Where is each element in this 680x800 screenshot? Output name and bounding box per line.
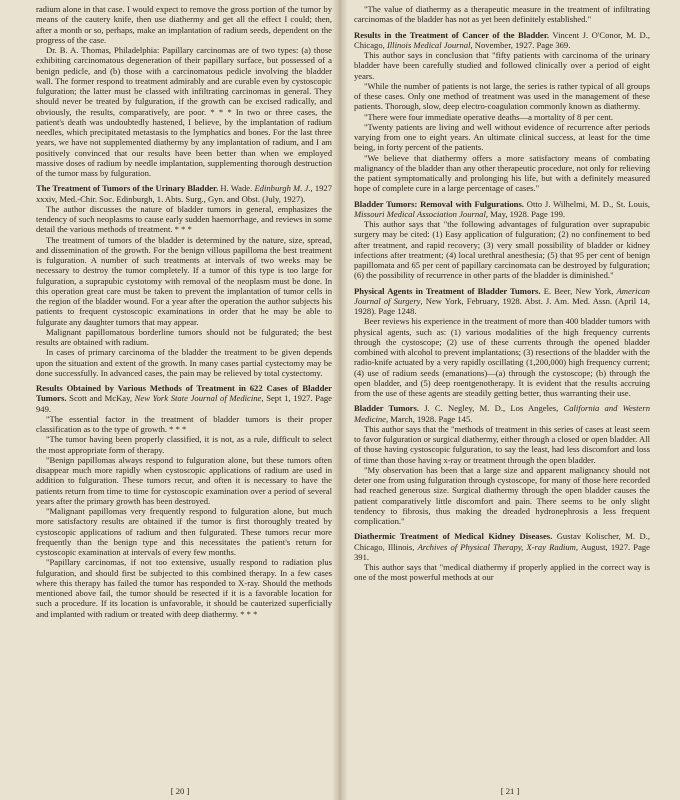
article-authors: H. Wade. (218, 183, 255, 194)
body-paragraph: "Papillary carcinomas, if not too extensive, usually respond to radiation plus fulguration, and should first be subjected to this combined therapy. In a few cases where this therapy has failed the tumor has responded to X-ray. Should the methods mentioned above fail, the tumor should be resected if it is a favorable location for such a procedure. If its location is unfavorable, it should be cauterized superficially and implanted with radium or treated with deep diathermy. * * * (36, 557, 332, 619)
body-paragraph: "We believe that diathermy offers a more satisfactory means of combating malignancy of the bladder than any other therapeutic procedure, not only for relieving the patient symptomatically and prolonging his life, but with a definitely measured hope of complete cure in a large percentage of cases." (354, 152, 650, 194)
body-paragraph: "Benign papillomas always respond to fulguration alone, but these tumors often disappear much more rapidly when cystoscopic applications of radium are used in addition to fulguration. These tumors recur, and often it is necessary to have the patients return from time to time for cystoscopic examination over a period of several years after the primary growth has been destroyed. (36, 454, 332, 506)
body-paragraph: "Twenty patients are living and well without evidence of recurrence after periods varying from one to eight years. An ultimate clinical success, at least for the time being, in forty percent of the patients. (354, 121, 650, 153)
article-title: Results in the Treatment of Cancer of the Bladder. (354, 29, 550, 40)
body-paragraph: "Malignant papillomas very frequently respond to fulguration alone, but much more satisfactory results are obtained if the tumor is first thoroughly treated by cystoscopic applications of radium and then fulgurated. These tumors recur more frequently than the benign type and this necessitates the patient's return for cystoscopic examination at intervals of every few months. (36, 506, 332, 557)
right-page-number: [ 21 ] (500, 786, 520, 796)
body-paragraph: "The essential factor in the treatment of bladder tumors is their proper classification as to the type of growth. * * * (36, 413, 332, 434)
journal-name: Illinois Medical Journal (386, 39, 471, 50)
book-gutter (332, 0, 348, 800)
article-authors: Vincent J. O'Conor, M. D., Chicago, (354, 29, 650, 50)
body-paragraph: Beer reviews his experience in the treatment of more than 400 bladder tumors with physical agents, such as: (1) various modalities of the high frequency currents through the cystoscope; (2) use of these currents through the opened bladder combined with alcohol to prevent implantations; (3) resections of the bladder with the radio-knife actuated by a very rapidly oscillating (1,200,000) high frequency current; (4) use of radium seeds (emanations)—(a) through the cystoscope; (b) through the open bladder, and (5) deep roentgenotherapy. It is evident that the results accruing from the use of these agents are steadily getting better, thus warranting their use. (354, 316, 650, 398)
journal-name: Archives of Physical Therapy, X-ray Radium (417, 541, 576, 552)
body-paragraph: "While the number of patients is not large, the series is rather typical of all groups of these cases. Only one method of treatment was used in the management of these patients. Thorough, slow, deep electro-coagulation commonly known as diathermy. (354, 80, 650, 112)
body-paragraph: "My observation has been that a large size and apparent malignancy should not deter one from using fulguration through cystoscope, for many of those here recorded had reached generous size. Surgical diathermy through the open bladder causes the patient comparatively little discomfort and pain. There seems to be only slight tendency to fibrosis, thus making the dreaded hydronephrosis a less frequent complication." (354, 464, 650, 526)
journal-name: California and Western Medicine (354, 403, 650, 424)
body-paragraph: This author says that "the following advantages of fulguration over suprapubic surgery may be cited: (1) Easy application of fulguration; (2) no confinement to bed after treatment, and rapid recovery; (3) very small possibility of bladder or kidney infections after treatment; (4) local urethral anesthesia; (5) that 95 per cent of benign papillomata and 65 per cent of papillary carcinomata can be destroyed by fulguration; (6) the possibility of recurrence in other parts of the bladder is diminished." (354, 219, 650, 281)
article-title: Physical Agents in Treatment of Bladder Tumors. (354, 285, 541, 296)
article-title: Diathermic Treatment of Medical Kidney Diseases. (354, 531, 553, 542)
article-heading (354, 531, 650, 562)
body-paragraph: "The value of diathermy as a therapeutic measure in the treatment of infiltrating carcinomas of the bladder has not as yet been definitely established." (354, 4, 650, 25)
article-title: Results Obtained by Various Methods of Treatment in 622 Cases of Bladder Tumors. (36, 383, 332, 404)
article-title: Bladder Tumors. (354, 403, 419, 414)
body-paragraph: "The tumor having been properly classified, it is not, as a rule, difficult to select the most appropriate form of therapy. (36, 434, 332, 455)
right-page-text (354, 4, 650, 583)
citation-details: , New York, February, 1928. Abst. J. Am. Med. Assn. (April 14, 1928). Page 1248. (354, 295, 650, 316)
article-heading (354, 30, 650, 51)
article-heading (36, 383, 332, 414)
body-paragraph: Dr. B. A. Thomas, Philadelphia: Papillary carcinomas are of two types: (a) those exhibiting carcinomatous degeneration of their papillary surface, but possessed of a benign pedicle, and (b) those with a carcinomatous pedicle involving the bladder wall. The former respond to treatment admirably and are curable even by cystoscopic fulguration; the latter must be classed with infiltrating carcinomas in general. They should never be treated by fulguration, if the growth can be excised radically, and obviously, the results, comparatively, are poor. * * * In two or three cases, the patient's death was undoubtedly hastened, I believe, by the implantation of radium needles, which precipitated metastasis to the lymphatics and bones. For the last three years, we have not supplemented diathermy by any implantation of radium, and I am positively convinced that our results have been better than when we employed massive doses of radium by needle implantation, supplementing thorough destruction of the tumor mass by fulguration. (36, 45, 332, 178)
article-heading (354, 403, 650, 424)
body-paragraph: This author says that the "methods of treatment in this series of cases at least seem to favor fulguration or surgical diathermy, either through a closed or open bladder. All of those having cystoscopic fulguration, to say the least, had less discomfort and loss of time than those having x-ray or treatment through the open bladder. (354, 423, 650, 465)
body-paragraph: This author says that "medical diathermy if properly applied in the correct way is one of the most powerful methods at our (354, 562, 650, 583)
body-paragraph: The author discusses the nature of bladder tumors in general, emphasizes the tendency of such neoplasms to cause early sudden haemorrhage, and reviews in some detail the various methods of treatment. * * * (36, 203, 332, 235)
body-paragraph: Malignant papillomatous borderline tumors should not be fulgurated; the best results are obtained with radium. (36, 326, 332, 347)
article-heading (354, 286, 650, 317)
article-heading (36, 183, 332, 204)
citation-details: , March, 1928. Page 145. (385, 413, 473, 424)
body-paragraph: "There were four immediate operative deaths—a mortality of 8 per cent. (364, 111, 614, 122)
citation-details: , Sept 1, 1927. Page 949. (36, 393, 332, 414)
body-paragraph: The treatment of tumors of the bladder is determined by the nature, size, spread, and dissemination of the growth. For the benign villous papilloma the best treatment is fulguration. A number of such treatments at intervals of two weeks may be necessary to destroy the tumor completely. If a tumor of this type is too large for fulguration, a suprapubic cystotomy with removal of the neoplasm must be done. In this operation great care must be taken to prevent the implantation of tumor cells in the region of the bladder wound. For a year after the operation the author subjects his patients to frequent cystoscopic examinations in order that he may be able to fulgurate any daughter tumors that may appear. (36, 234, 332, 327)
article-heading (354, 199, 650, 220)
citation-details: , 1927 xxxiv, Med.-Chir. Soc. Edinburgh, 1. Abts. Surg., Gyn. and Obst. (July, 1927). (36, 183, 333, 204)
citation-details: , August, 1927. Page 391. (354, 541, 650, 562)
body-paragraph: This author says in conclusion that "fifty patients with carcinoma of the urinary bladder have been carefully studied and followed clinically over a period of eight years. (354, 50, 650, 81)
journal-name: Missouri Medical Association Journal (354, 208, 486, 219)
article-authors: Otto J. Wilhelmi, M. D., St. Louis, (523, 198, 651, 209)
citation-details: , November, 1927. Page 369. (470, 39, 571, 50)
left-page-number: [ 20 ] (170, 786, 190, 796)
article-title: Bladder Tumors: Removal with Fulgurations. (354, 198, 524, 209)
journal-name: Edinburgh M. J. (254, 183, 311, 194)
journal-name: American Journal of Surgery (354, 285, 650, 306)
body-paragraph: In cases of primary carcinoma of the bladder the treatment to be given depends upon the situation and extent of the growth. In many cases partial cystectomy may be done successfully. In advanced cases, the pain may be relieved by total cystectomy. (36, 347, 332, 378)
article-authors: Gustav Kolischer, M. D., Chicago, Illinois, (354, 531, 650, 552)
article-authors: J. C. Negley, M. D., Los Angeles, (419, 403, 564, 414)
article-authors: E. Beer, New York, (540, 285, 617, 296)
left-page-text (36, 4, 332, 619)
body-paragraph: radium alone in that case. I would expect to remove the gross portion of the tumor by means of the cautery knife, then use diathermy and get all the effect I could; then, after a month or so, perhaps, make an implantation of radium seeds, dependent on the progress of the case. (36, 4, 332, 45)
journal-name: New York State Journal of Medicine (134, 393, 262, 404)
right-page (340, 0, 680, 800)
article-title: The Treatment of Tumors of the Urinary Bladder. (36, 183, 219, 194)
article-authors: Scott and McKay, (66, 393, 135, 404)
citation-details: , May, 1928. Page 199. (485, 208, 566, 219)
